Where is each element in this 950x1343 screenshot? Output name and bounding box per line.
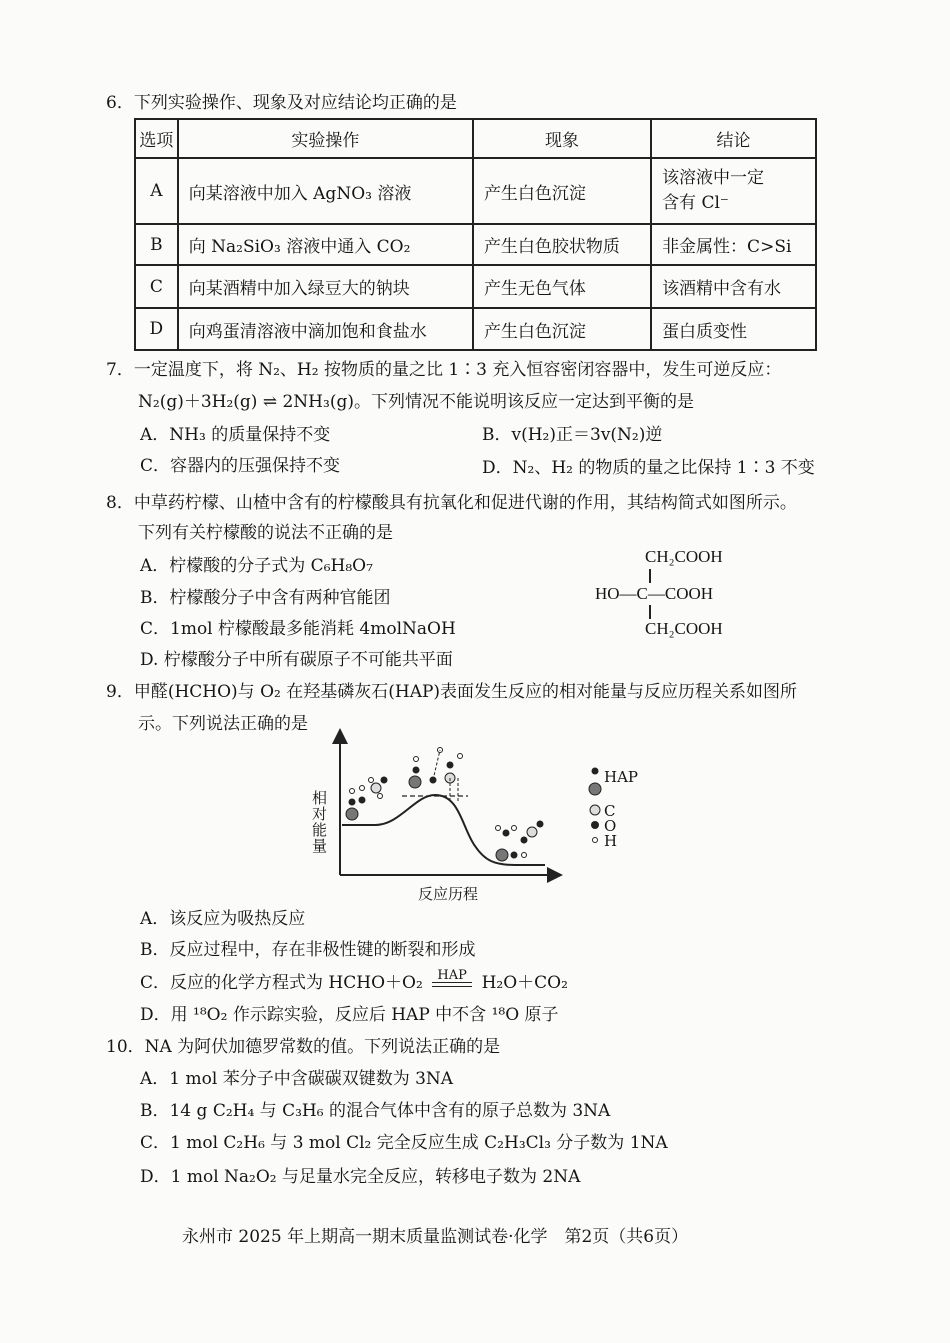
- header-operation: 实验操作: [178, 119, 473, 158]
- energy-xlabel: 反应历程: [418, 885, 479, 903]
- row-option: D: [135, 308, 178, 350]
- row-operation: 向某溶液中加入 AgNO₃ 溶液: [178, 158, 473, 224]
- hap-icon: [589, 783, 601, 795]
- structure-bottom-group: CH₂COOH: [645, 619, 723, 638]
- oxygen-icon: [591, 821, 599, 829]
- header-conclusion: 结论: [651, 119, 816, 158]
- q8-option-d: D. 柠檬酸分子中所有碳原子不可能共平面: [140, 650, 453, 670]
- row-conclusion: 非金属性：C>Si: [651, 224, 816, 265]
- structure-bond-down: [649, 605, 651, 619]
- q9-stem-line1: 9．甲醛(HCHO)与 O₂ 在羟基磷灰石(HAP)表面发生反应的相对能量与反应历程关系如图所: [106, 682, 798, 702]
- legend-icons: [585, 764, 605, 848]
- q10-option-c: C．1 mol C₂H₆ 与 3 mol Cl₂ 完全反应生成 C₂H₃Cl₃ 分子数为 1NA: [140, 1133, 668, 1153]
- row-conclusion: 蛋白质变性: [651, 308, 816, 350]
- header-phenomenon: 现象: [473, 119, 651, 158]
- equation-right: H₂O＋CO₂: [481, 973, 568, 993]
- q8-option-a: A．柠檬酸的分子式为 C₆H₈O₇: [140, 556, 373, 576]
- product-molecules: [496, 821, 544, 862]
- q6-stem: 6．下列实验操作、现象及对应结论均正确的是: [106, 93, 457, 113]
- table-row: [135, 265, 816, 308]
- equation-arrow: [432, 969, 472, 993]
- q8-option-c: C．1mol 柠檬酸最多能消耗 4molNaOH: [140, 619, 456, 639]
- row-phenomenon: 产生白色沉淀: [473, 308, 651, 350]
- conclusion-line: 含有 Cl⁻: [662, 193, 729, 213]
- q10-option-a: A．1 mol 苯分子中含碳碳双键数为 3NA: [140, 1069, 454, 1089]
- q9-option-b: B．反应过程中，存在非极性键的断裂和形成: [140, 940, 476, 960]
- reactant-molecules: [346, 777, 388, 821]
- row-operation: 向某酒精中加入绿豆大的钠块: [178, 265, 473, 308]
- row-conclusion: 该酒精中含有水: [651, 265, 816, 308]
- transition-molecules: [409, 748, 463, 803]
- structure-center: HO—C—COOH: [595, 584, 714, 603]
- header-option: 选项: [135, 119, 178, 158]
- q9-stem-line2: 示。下列说法正确的是: [138, 714, 308, 734]
- row-option: C: [135, 265, 178, 308]
- legend-hap: HAP: [604, 768, 639, 786]
- q7-stem-line1: 7．一定温度下，将 N₂、H₂ 按物质的量之比 1∶3 充入恒容密闭容器中，发生可逆反应：: [106, 360, 782, 380]
- structure-bond-up: [649, 569, 651, 583]
- hydrogen-icon: [593, 838, 598, 843]
- structure-top-group: CH₂COOH: [645, 547, 723, 566]
- q9-option-a: A．该反应为吸热反应: [140, 909, 306, 929]
- row-phenomenon: 产生无色气体: [473, 265, 651, 308]
- q10-option-d: D．1 mol Na₂O₂ 与足量水完全反应，转移电子数为 2NA: [140, 1167, 581, 1187]
- q7-stem-line2: N₂(g)＋3H₂(g) ⇌ 2NH₃(g)。下列情况不能说明该反应一定达到平衡的是: [138, 392, 694, 412]
- q8-option-b: B．柠檬酸分子中含有两种官能团: [140, 588, 391, 608]
- legend-o: O: [604, 817, 617, 835]
- conclusion-line: 该溶液中一定: [662, 168, 765, 188]
- row-option: B: [135, 224, 178, 265]
- q9-option-d: D．用 ¹⁸O₂ 作示踪实验，反应后 HAP 中不含 ¹⁸O 原子: [140, 1005, 559, 1025]
- row-option: A: [135, 158, 178, 224]
- equation-left: C．反应的化学方程式为 HCHO＋O₂: [140, 973, 423, 993]
- row-operation: 向鸡蛋清溶液中滴加饱和食盐水: [178, 308, 473, 350]
- q10-stem: 10．NA 为阿伏加德罗常数的值。下列说法正确的是: [106, 1037, 501, 1057]
- row-phenomenon: 产生白色胶状物质: [473, 224, 651, 265]
- q10-option-b: B．14 g C₂H₄ 与 C₃H₆ 的混合气体中含有的原子总数为 3NA: [140, 1101, 611, 1121]
- q6-table: [134, 118, 817, 351]
- q9-option-c: [140, 968, 568, 993]
- table-row: [135, 308, 816, 350]
- row-conclusion: [651, 158, 816, 224]
- q7-option-b: B．v(H₂)正＝3v(N₂)逆: [482, 425, 663, 445]
- table-row: [135, 224, 816, 265]
- row-operation: 向 Na₂SiO₃ 溶液中通入 CO₂: [178, 224, 473, 265]
- q8-stem-line2: 下列有关柠檬酸的说法不正确的是: [138, 523, 393, 543]
- page-footer: 永州市 2025 年上期高一期末质量监测试卷·化学 第2页（共6页）: [182, 1227, 689, 1247]
- q7-option-a: A．NH₃ 的质量保持不变: [140, 425, 331, 445]
- q7-option-d: D．N₂、H₂ 的物质的量之比保持 1∶3 不变: [482, 458, 815, 478]
- table-row: [135, 158, 816, 224]
- carbon-icon: [590, 805, 600, 815]
- q8-stem-line1: 8．中草药柠檬、山楂中含有的柠檬酸具有抗氧化和促进代谢的作用，其结构简式如图所示。: [106, 493, 797, 513]
- row-phenomenon: 产生白色沉淀: [473, 158, 651, 224]
- q7-option-c: C．容器内的压强保持不变: [140, 456, 341, 476]
- legend-c: C: [604, 802, 616, 820]
- energy-ylabel: 相对能量: [310, 790, 328, 854]
- hap-o-icon: [592, 768, 599, 775]
- catalyst-label: HAP: [437, 968, 467, 983]
- legend-h: H: [604, 832, 618, 850]
